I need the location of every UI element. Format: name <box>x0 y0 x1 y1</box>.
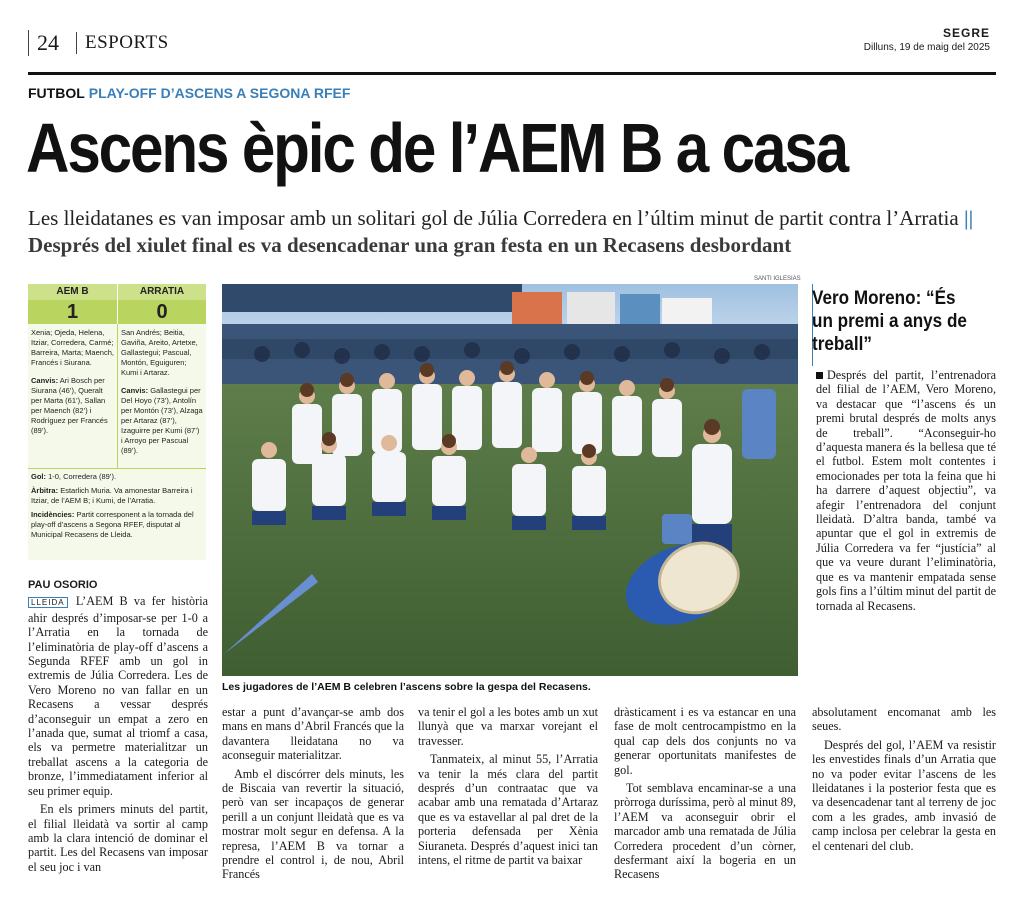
paragraph: estar a punt d’avançar-se amb dos mans en mans d’Abril Francés que la davantera lleidatana no va aconseguir materialitzar. <box>222 705 404 763</box>
scorebox-teams <box>28 284 206 300</box>
subhead-part1: Les lleidatanes es van imposar amb un solitari gol de Júlia Corredera en l’últim minut de partit contra l’Arratia <box>28 206 959 230</box>
goal-label: Gol: <box>31 472 46 481</box>
incidents-text: Partit corresponent a la tornada del play-off d’ascens a Segona RFEF, disputat al Municipal Recasens de Lleida. <box>31 510 194 539</box>
goal-line <box>31 472 203 482</box>
referee-line <box>31 486 203 506</box>
home-column <box>28 324 117 468</box>
paragraph: En els primers minuts del partit, el filial lleidatà va sortir al camp amb la clara intenció de dominar el partit. Les del Recasens van imposar el seu joc i van <box>28 802 208 874</box>
photo-credit: SANTI IGLESIAS <box>754 276 801 282</box>
sidebar-paragraph <box>816 368 996 613</box>
team-celebration-photo <box>222 284 798 676</box>
article-column-3 <box>418 705 598 867</box>
newspaper-brand: SEGRE <box>942 26 990 40</box>
sidebar-body: Després del partit, l’entrenadora del filial de l’AEM, Vero Moreno, va destacar que “l’ascens és un premi brutal després de molts anys de treball”. “Aconseguir-ho d’aquesta manera és la bellesa que té el futbol. Estem molt contentes i emocionades per tota la feina que hi ha darrere d’aquest objectiu”, va afegir l’entrenadora del conjunt lleidatà. D’altra banda, també va apuntar que el gol in extremis de Júlia Corredera va fer “justícia” al que va veure durant l’eliminatòria, que es va mantenir empatada sense gols fins a l’últim minut del partit de tornada al Recasens. <box>816 368 997 613</box>
match-scorebox <box>28 284 206 560</box>
paragraph: absolutament encomanat amb les seues. <box>812 705 996 734</box>
page-header <box>28 22 996 74</box>
byline: PAU OSORIO <box>28 579 98 591</box>
scorebox-lineups <box>28 324 206 469</box>
article-column-5 <box>812 705 996 853</box>
masthead <box>864 26 990 53</box>
kicker-topic: PLAY-OFF D’ASCENS A SEGONA RFEF <box>88 85 351 101</box>
changes-label: Canvis: <box>121 386 149 395</box>
kicker <box>28 85 350 101</box>
subhead-part2: Després del xiulet final es va desencadenar una gran festa en un Recasens desbordant <box>28 233 792 257</box>
away-lineup: San Andrés; Beitia, Gaviña, Areito, Artetxe, Gallastegui; Pascual, Montón, Eguiguren; Kumi i Artaraz. <box>121 328 198 377</box>
photo-caption: Les jugadores de l’AEM B celebren l’ascens sobre la gespa del Recasens. <box>222 681 591 693</box>
changes-label: Canvis: <box>31 376 59 385</box>
home-lineup: Xenia; Ojeda, Helena, Itziar, Corredera, Carmé; Barreira, Marta; Maench, Francés i Siurana. <box>31 328 114 367</box>
page-number: 24 <box>28 30 59 56</box>
headline: Ascens èpic de l’AEM B a casa <box>26 109 847 187</box>
away-score: 0 <box>117 300 206 324</box>
referee-label: Àrbitra: <box>31 486 59 495</box>
paragraph: dràsticament i es va estancar en una fase de molt centrocampistmo en la qual cap dels dos conjunts no va generar oportunitats manifestes de gol. <box>614 705 796 777</box>
dateline: LLEIDA <box>28 597 68 608</box>
home-score: 1 <box>28 300 117 324</box>
subhead-separator: || <box>963 206 974 230</box>
home-changes <box>31 376 114 436</box>
paragraph: Amb el discórrer dels minuts, les de Biscaia van revertir la situació, però van ser incapaços de generar perill a un conjunt lleidatà que es va mostrar molt segur en defensa. A la represa, l’AEM B va tornar a prendre el control i, de nou, Abril Francés <box>222 766 404 882</box>
incidents-line <box>31 510 203 540</box>
away-changes-text: Gallastegui per Del Hoyo (73’), Antolín per Montón (73’), Alzaga per Artaraz (87’), Izaguirre per Kumi (87’) i Arroyo per Pascual (89’). <box>121 386 203 455</box>
incidents-label: Incidències: <box>31 510 75 519</box>
issue-date: Dilluns, 19 de maig del 2025 <box>863 42 990 53</box>
away-changes <box>121 386 203 456</box>
header-rule <box>28 72 996 75</box>
goal-text: 1-0, Corredera (89’). <box>48 472 117 481</box>
home-team-name: AEM B <box>28 284 117 300</box>
sidebar-title: Vero Moreno: “És un premi a anys de treball” <box>812 288 967 355</box>
scorebox-details <box>28 469 206 547</box>
article-column-1 <box>28 578 208 874</box>
lead-text: L’AEM B va fer història ahir després d’imposar-se per 1-0 a l’Arratia en la tornada de l’eliminatòria de play-off d’ascens a Segunda RFEF amb un gol in extremis de Júlia Corredera. Les de Vero Moreno no van fallar en un Recasens a vessar després d’aconseguir un empat a zero en l’anada que, sumat al triomf a casa, els va permetre materialitzar un treballat ascens a la categoria de bronze, l’immediatament inferior al seu primer equip. <box>28 594 208 798</box>
home-changes-text: Ari Bosch per Siurana (46’), Queralt per Marta (61’), Sallan per Maench (82’) i Rodríguez per Francés (89’). <box>31 376 108 435</box>
article-column-2 <box>222 705 404 882</box>
sidebar-column <box>816 368 996 613</box>
paragraph: Tanmateix, al minut 55, l’Arratia va tenir la més clara del partit després d’un contraatac que va acabar amb una rematada d’Artaraz que es va estavellar al pal dret de la porteria defensada per Xènia Siuraneta. Després d’aquest inici tan intens, el ritme de partit va baixar <box>418 752 598 868</box>
paragraph: va tenir el gol a les botes amb un xut llunyà que va marxar vorejant el travesser. <box>418 705 598 748</box>
away-team-name: ARRATIA <box>117 284 206 300</box>
kicker-label: FUTBOL <box>28 85 85 101</box>
paragraph: Després del gol, l’AEM va resistir les envestides finals d’un Arratia que no va poder evitar l’ascens de les lleidatanes i la posterior festa que es va desencadenar tant al terreny de joc com a les grades, amb invasió de camp inclosa per celebrar la gesta en el centenari del club. <box>812 737 996 853</box>
section-name: ESPORTS <box>76 32 169 54</box>
scorebox-score <box>28 300 206 324</box>
paragraph: Tot semblava encaminar-se a una pròrroga duríssima, però al minut 89, l’AEM va aconseguir obrir el marcador amb una rematada de Júlia Corredera procedent d’un còrner, desfermant així la bogeria en un Recasens <box>614 781 796 882</box>
bullet-square-icon <box>816 372 823 379</box>
article-column-4 <box>614 705 796 882</box>
subhead <box>28 205 996 259</box>
lead-paragraph <box>28 594 208 798</box>
photo-illustration <box>222 284 798 676</box>
referee-text: Estarlich Muria. Va amonestar Barreira i Itziar, de l’AEM B; i Kumi, de l’Arratia. <box>31 486 193 505</box>
away-column <box>117 324 206 468</box>
